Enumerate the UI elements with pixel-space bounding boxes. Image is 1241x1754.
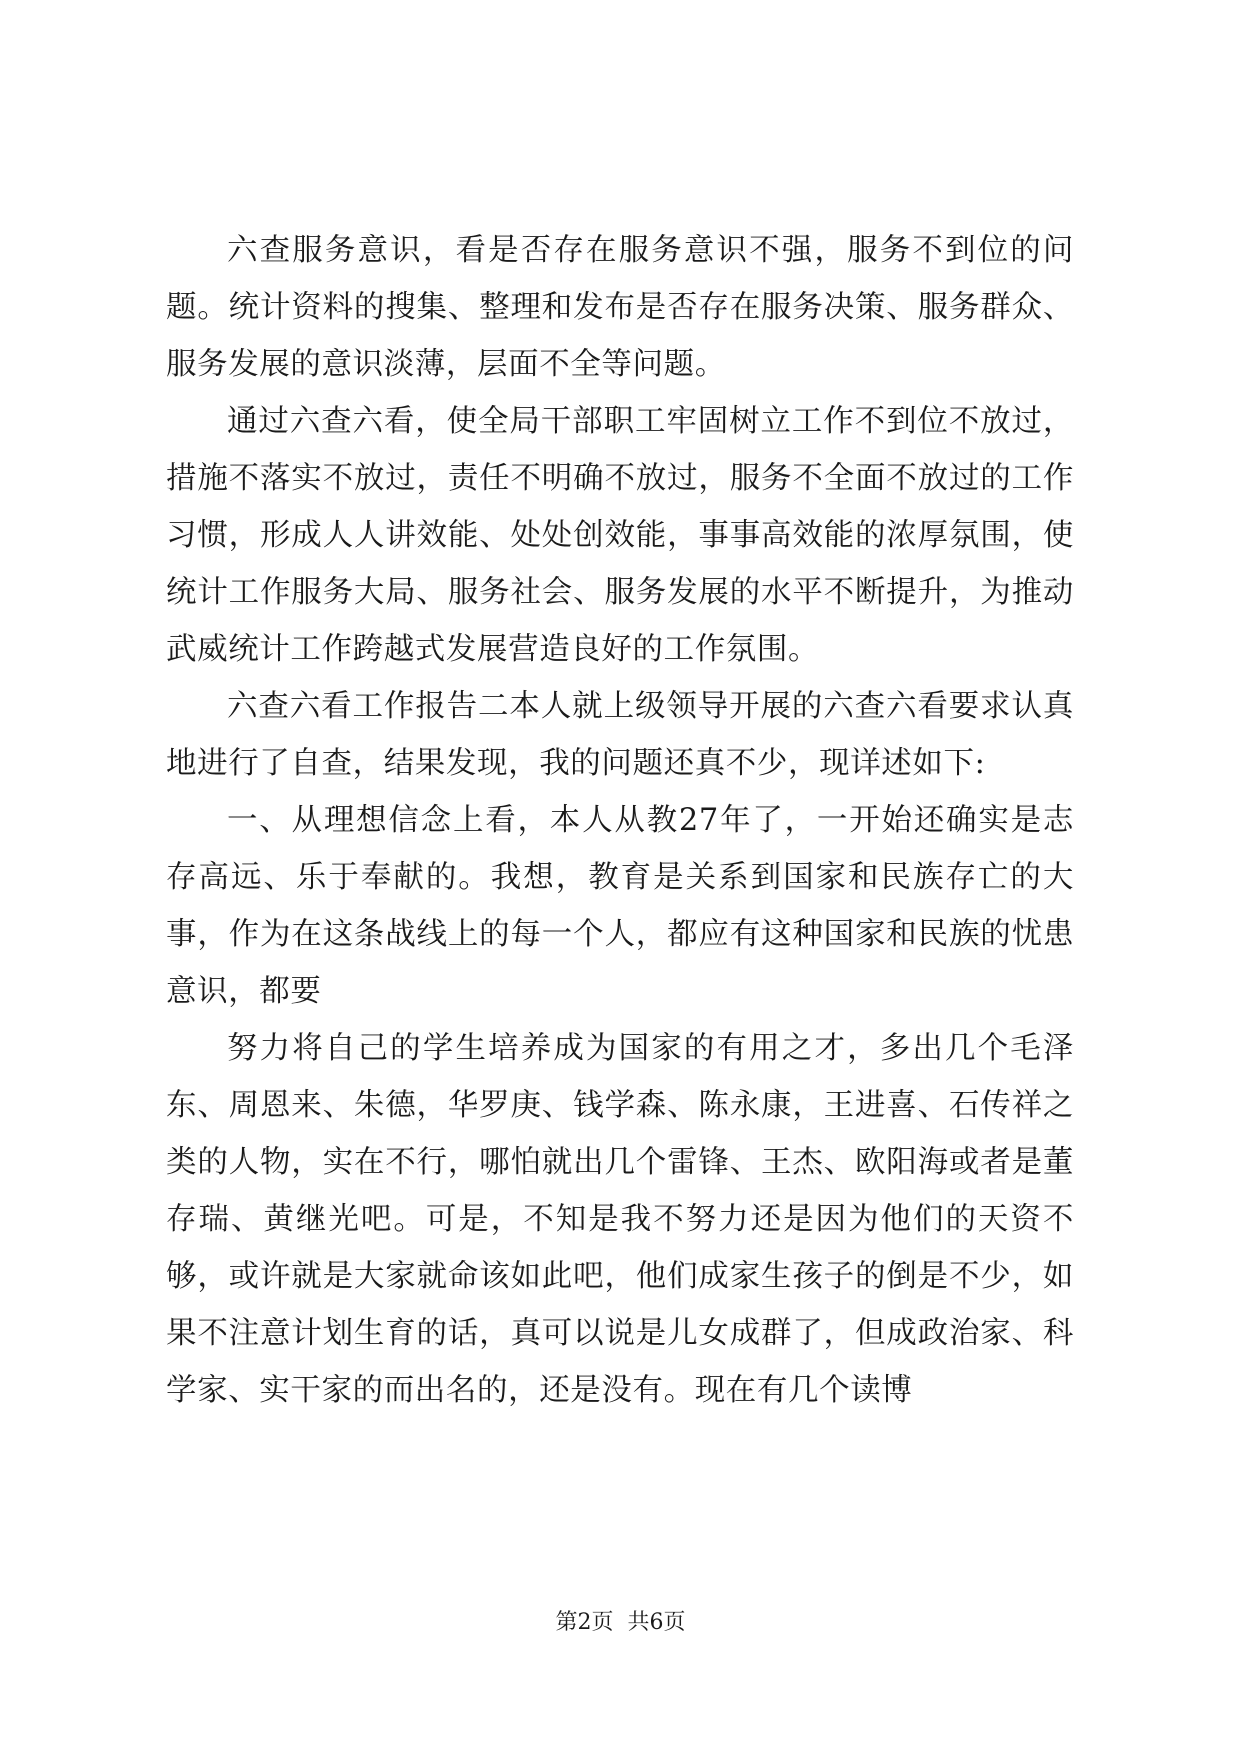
page-footer [0, 1608, 1241, 1638]
paragraph-service-awareness: 六查服务意识，看是否存在服务意识不强，服务不到位的问题。统计资料的搜集、整理和发布是否存在服务决策、服务群众、服务发展的意识淡薄，层面不全等问题。 [166, 233, 1074, 382]
paragraph-six-checks-outcome: 通过六查六看，使全局干部职工牢固树立工作不到位不放过，措施不落实不放过，责任不明确不放过，服务不全面不放过的工作习惯，形成人人讲效能、处处创效能，事事高效能的浓厚氛围，使统计工作服务大局、服务社会、服务发展的水平不断提升，为推动武威统计工作跨越式发展营造良好的工作氛围。 [166, 404, 1074, 667]
paragraph-report-two-intro: 六查六看工作报告二本人就上级领导开展的六查六看要求认真地进行了自查，结果发现，我的问题还真不少，现详述如下: [166, 689, 1074, 781]
paragraph-student-training: 努力将自己的学生培养成为国家的有用之才，多出几个毛泽东、周恩来、朱德，华罗庚、钱学森、陈永康，王进喜、石传祥之类的人物，实在不行，哪怕就出几个雷锋、王杰、欧阳海或者是董存瑞、黄继光吧。可是，不知是我不努力还是因为他们的天资不够，或许就是大家就命该如此吧，他们成家生孩子的倒是不少，如果不注意计划生育的话，真可以说是儿女成群了，但成政治家、科学家、实干家的而出名的，还是没有。现在有几个读博 [166, 1031, 1074, 1408]
page-number: 第2页 [555, 1610, 614, 1635]
page-total: 共6页 [627, 1610, 686, 1635]
document-body [166, 222, 1074, 1419]
paragraph-ideals-beliefs: 一、从理想信念上看，本人从教27年了，一开始还确实是志存高远、乐于奉献的。我想，教育是关系到国家和民族存亡的大事，作为在这条战线上的每一个人，都应有这种国家和民族的忧患意识，都要 [166, 803, 1074, 1009]
